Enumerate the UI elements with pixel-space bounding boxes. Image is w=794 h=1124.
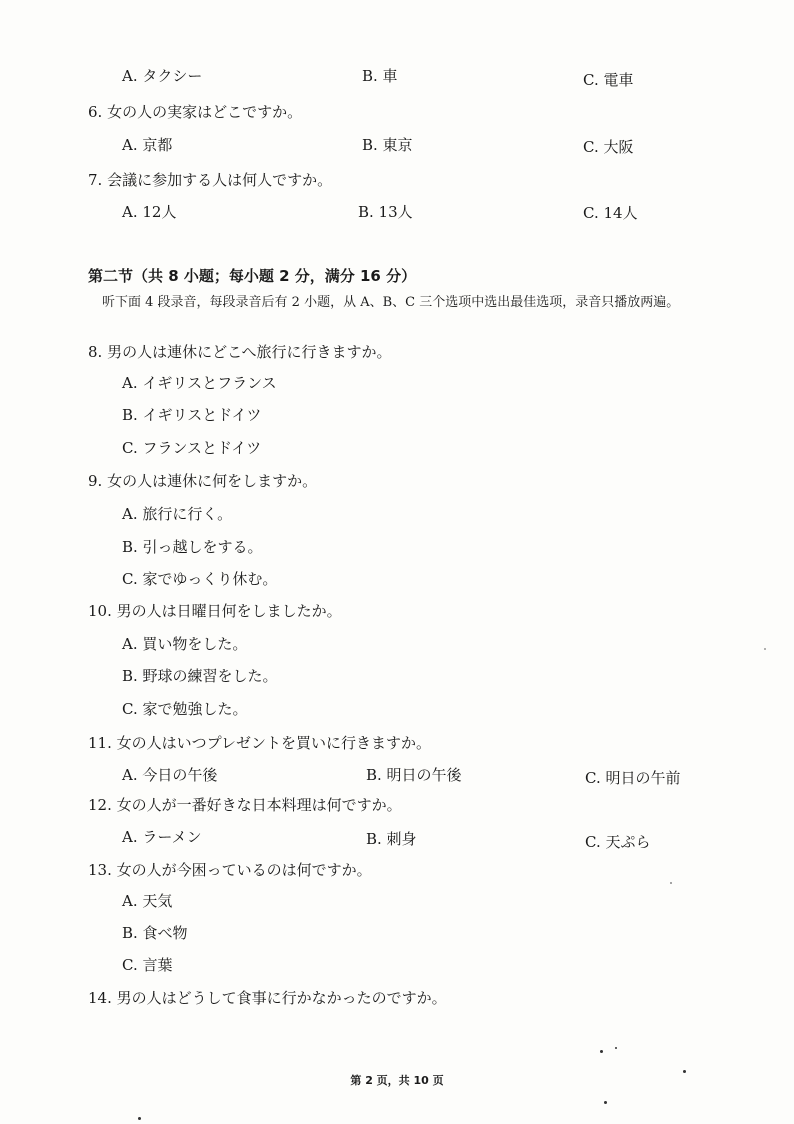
q8-stem: 8. 男の人は連休にどこへ旅行に行きますか。 xyxy=(88,343,392,361)
scan-speck xyxy=(604,1101,607,1104)
section-instructions: 听下面 4 段录音，每段录音后有 2 小题，从 A、B、C 三个选项中选出最佳选项，录音只播放两遍。 xyxy=(102,295,680,310)
q6-option-a: A. 京都 xyxy=(122,136,173,154)
scan-speck xyxy=(683,1070,686,1073)
q12-option-b: B. 刺身 xyxy=(366,830,417,848)
q12-option-a: A. ラーメン xyxy=(122,828,202,846)
q6-stem: 6. 女の人の実家はどこですか。 xyxy=(88,103,303,121)
q10-option-a: A. 買い物をした。 xyxy=(122,635,248,653)
q7-option-b: B. 13人 xyxy=(358,203,413,221)
q13-option-b: B. 食べ物 xyxy=(122,924,188,942)
q13-stem: 13. 女の人が今困っているのは何ですか。 xyxy=(88,861,372,879)
q13-option-c: C. 言葉 xyxy=(122,956,173,974)
q8-option-c: C. フランスとドイツ xyxy=(122,439,262,457)
scan-speck xyxy=(138,1117,141,1120)
q7-option-c: C. 14人 xyxy=(583,204,638,222)
q9-stem: 9. 女の人は連休に何をしますか。 xyxy=(88,472,318,490)
q9-option-a: A. 旅行に行く。 xyxy=(122,505,233,523)
q9-option-b: B. 引っ越しをする。 xyxy=(122,538,263,556)
q11-option-c: C. 明日の午前 xyxy=(585,769,681,787)
q12-option-c: C. 天ぷら xyxy=(585,833,651,851)
q11-option-a: A. 今日の午後 xyxy=(122,766,218,784)
q13-option-a: A. 天気 xyxy=(122,892,173,910)
q5-option-a: A. タクシー xyxy=(122,67,203,85)
q9-option-c: C. 家でゆっくり休む。 xyxy=(122,570,278,588)
q8-option-b: B. イギリスとドイツ xyxy=(122,406,262,424)
page-footer: 第 2 页，共 10 页 xyxy=(350,1074,444,1087)
q7-option-a: A. 12人 xyxy=(122,203,177,221)
q10-stem: 10. 男の人は日曜日何をしましたか。 xyxy=(88,602,342,620)
q14-stem: 14. 男の人はどうして食事に行かなかったのですか。 xyxy=(88,989,447,1007)
q6-option-b: B. 東京 xyxy=(362,136,413,154)
q5-option-b: B. 車 xyxy=(362,67,398,85)
scan-speck xyxy=(670,882,672,884)
q6-option-c: C. 大阪 xyxy=(583,138,634,156)
q7-stem: 7. 会議に参加する人は何人ですか。 xyxy=(88,171,333,189)
q11-option-b: B. 明日の午後 xyxy=(366,766,462,784)
q5-option-c: C. 電車 xyxy=(583,71,634,89)
scan-speck xyxy=(600,1050,603,1053)
scan-speck xyxy=(764,648,766,650)
q12-stem: 12. 女の人が一番好きな日本料理は何ですか。 xyxy=(88,796,402,814)
q11-stem: 11. 女の人はいつプレゼントを買いに行きますか。 xyxy=(88,734,432,752)
q8-option-a: A. イギリスとフランス xyxy=(122,374,277,392)
scan-speck xyxy=(615,1047,617,1049)
q10-option-b: B. 野球の練習をした。 xyxy=(122,667,278,685)
section-title: 第二节（共 8 小题；每小题 2 分，满分 16 分） xyxy=(88,267,417,285)
q10-option-c: C. 家で勉強した。 xyxy=(122,700,248,718)
